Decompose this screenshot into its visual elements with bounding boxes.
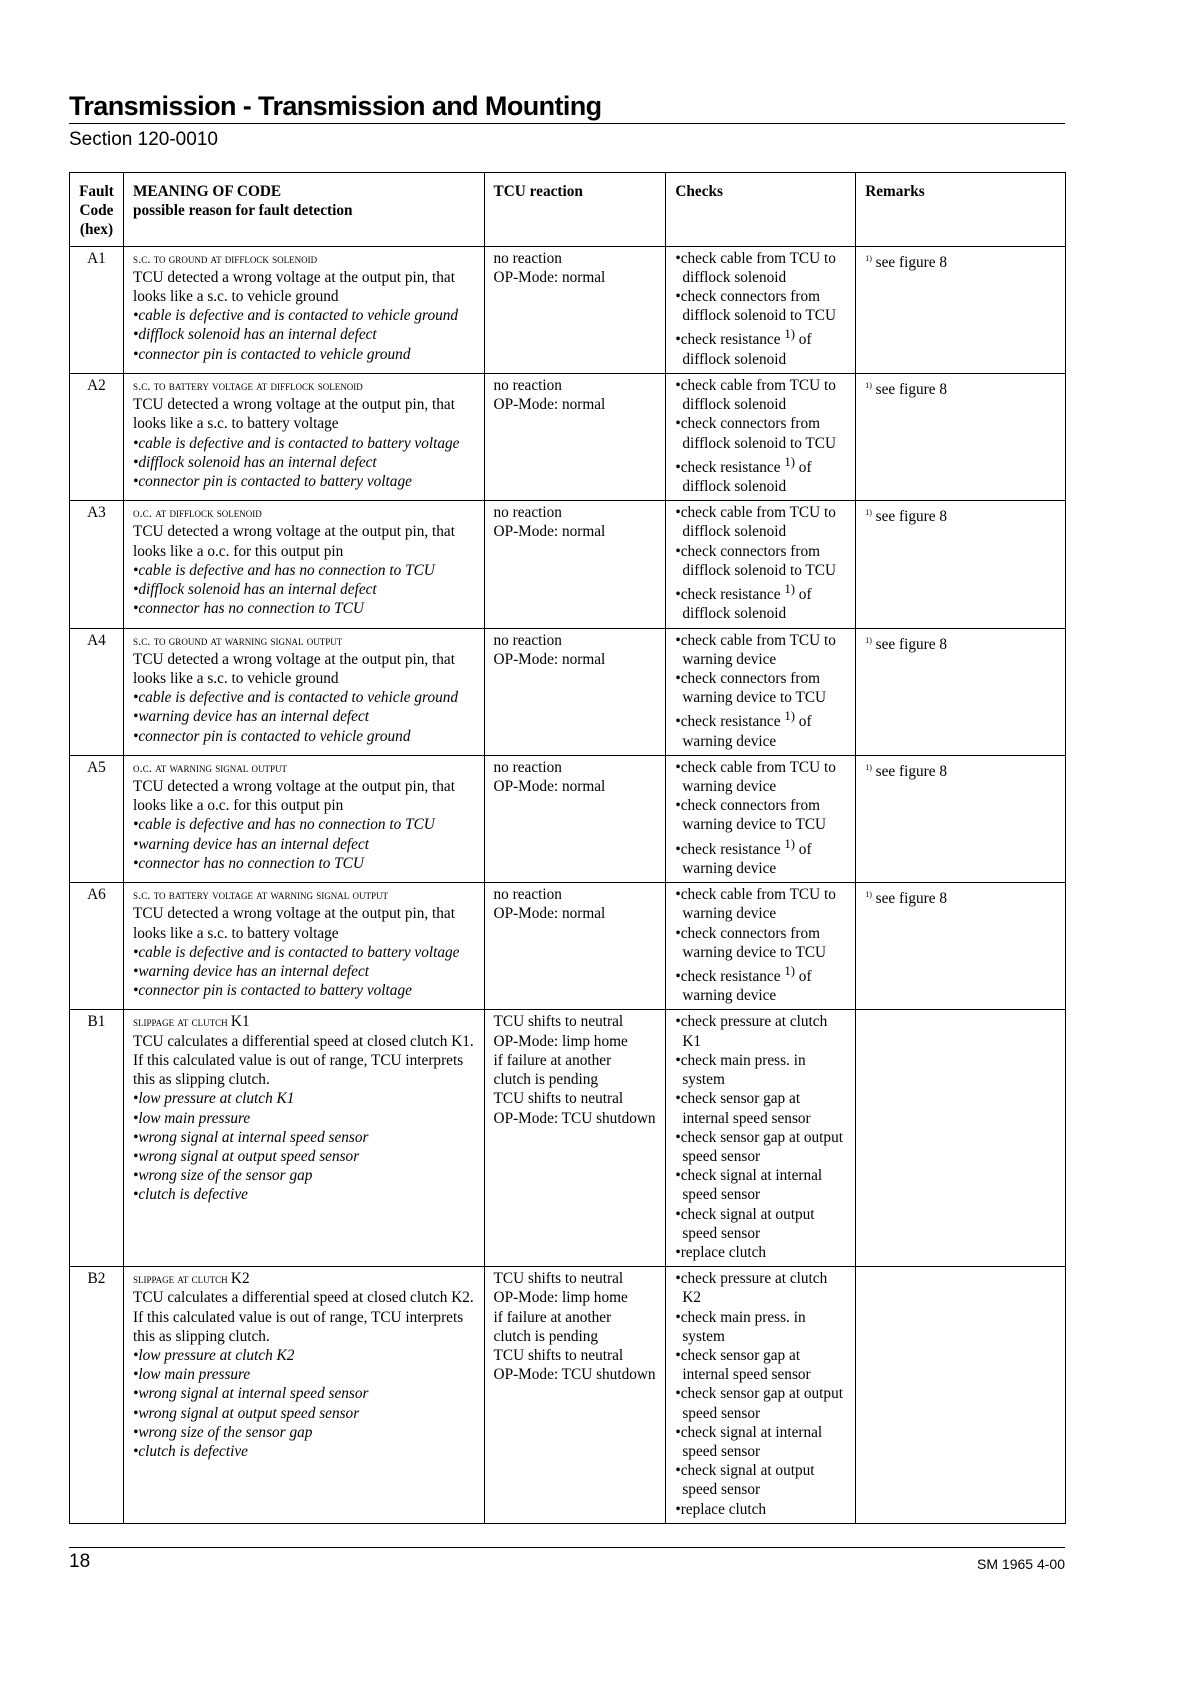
possible-reason: •cable is defective and is contacted to battery voltage	[132, 943, 460, 961]
fault-title-text: s.c. to ground at warning signal output	[132, 632, 343, 648]
possible-reason: •connector pin is contacted to vehicle ground	[132, 727, 411, 745]
possible-reason: •clutch is defective	[132, 1186, 248, 1204]
check-text: •check cable from TCU to warning device	[675, 886, 836, 923]
check-item	[675, 1423, 849, 1461]
check-item	[675, 885, 849, 923]
fault-code-cell: B1	[70, 1010, 124, 1267]
check-item	[675, 1384, 849, 1422]
table-row	[70, 501, 1066, 628]
footnote-marker: 1)	[784, 327, 795, 342]
check-item	[675, 414, 849, 452]
reaction-line: no reaction	[493, 631, 562, 649]
possible-reason: •connector pin is contacted to battery voltage	[132, 472, 412, 490]
check-text: •check signal at internal speed sensor	[675, 1167, 823, 1204]
remark-text: see figure 8	[871, 890, 948, 908]
check-item	[675, 962, 849, 1006]
reaction-line: OP-Mode: limp home	[493, 1289, 628, 1307]
fault-title-text: s.c. to battery voltage at warning signal output	[132, 887, 389, 903]
reaction-line: no reaction	[493, 376, 562, 394]
possible-reason: •connector has no connection to TCU	[132, 600, 364, 618]
checks-cell	[666, 373, 856, 500]
possible-reason: •cable is defective and is contacted to vehicle ground	[132, 307, 459, 325]
check-item	[675, 924, 849, 962]
fault-title-clutch: K1	[230, 1013, 250, 1031]
check-item	[675, 1308, 849, 1346]
fault-description-line: looks like a s.c. to battery voltage	[132, 924, 339, 942]
fault-description-line: looks like a s.c. to vehicle ground	[132, 669, 339, 687]
check-item	[675, 796, 849, 834]
tcu-reaction-cell	[484, 628, 666, 755]
reaction-line: OP-Mode: normal	[493, 523, 606, 541]
document-id: SM 1965 4-00	[977, 1556, 1065, 1572]
reaction-line: OP-Mode: normal	[493, 905, 606, 923]
remark-text: see figure 8	[871, 635, 948, 653]
fault-description-line: TCU detected a wrong voltage at the output pin, that	[132, 778, 455, 796]
footnote-marker: 1)	[784, 582, 795, 597]
check-text: •check sensor gap at output speed sensor	[675, 1385, 843, 1422]
reaction-line: OP-Mode: normal	[493, 778, 606, 796]
fault-description-line: TCU detected a wrong voltage at the output pin, that	[132, 523, 455, 541]
check-item	[675, 631, 849, 669]
check-item	[675, 707, 849, 751]
checks-cell	[666, 883, 856, 1010]
possible-reason: •low pressure at clutch K1	[132, 1090, 295, 1108]
fault-code-cell: A4	[70, 628, 124, 755]
fault-title	[133, 1012, 478, 1031]
fault-description-line: If this calculated value is out of range, TCU interprets	[132, 1308, 464, 1326]
fault-title-text: slippage at clutch	[132, 1014, 231, 1030]
page-footer	[69, 1547, 1065, 1572]
fault-description-line: this as slipping clutch.	[132, 1327, 270, 1345]
check-text: •check main press. in system	[675, 1051, 806, 1089]
reaction-line: if failure at another	[493, 1051, 612, 1069]
possible-reason: •cable is defective and has no connection to TCU	[132, 816, 435, 834]
check-text: •check connectors from warning device to TCU	[675, 669, 827, 707]
check-text-tail: of warning device	[682, 840, 812, 877]
footnote-marker: 1)	[784, 454, 795, 469]
check-text: •check connectors from difflock solenoid to TCU	[675, 415, 837, 452]
remarks-cell	[856, 755, 1066, 882]
possible-reason: •low main pressure	[132, 1366, 251, 1384]
reaction-line: if failure at another	[493, 1308, 612, 1326]
check-text: •check sensor gap at internal speed sensor	[675, 1090, 811, 1127]
fault-title	[133, 249, 478, 268]
fault-description-line: TCU calculates a differential speed at closed clutch K1.	[132, 1032, 474, 1050]
check-item	[675, 1089, 849, 1127]
col-header-fault-code: Fault Code (hex)	[70, 173, 124, 247]
fault-code-cell: A1	[70, 246, 124, 373]
remarks-cell	[856, 883, 1066, 1010]
footnote-marker: 1)	[784, 836, 795, 851]
reaction-line: clutch is pending	[493, 1071, 599, 1089]
table-row	[70, 1267, 1066, 1524]
table-row	[70, 755, 1066, 882]
remark-text: see figure 8	[871, 508, 948, 526]
reaction-line: TCU shifts to neutral	[493, 1346, 624, 1364]
fault-description-line: looks like a o.c. for this output pin	[132, 797, 344, 815]
fault-title	[133, 758, 478, 777]
fault-title	[133, 503, 478, 522]
fault-title	[133, 1269, 478, 1288]
check-text: •check pressure at clutch K1	[675, 1013, 828, 1050]
check-item	[675, 1166, 849, 1204]
fault-title	[133, 376, 478, 395]
possible-reason: •warning device has an internal defect	[132, 835, 370, 853]
fault-description-line: this as slipping clutch.	[132, 1071, 270, 1089]
check-text: •check sensor gap at internal speed sensor	[675, 1346, 811, 1384]
check-text: •check signal at output speed sensor	[675, 1462, 815, 1499]
fault-description-line: looks like a s.c. to battery voltage	[132, 415, 339, 433]
check-item	[675, 1051, 849, 1089]
fault-description-line: TCU detected a wrong voltage at the output pin, that	[132, 905, 455, 923]
reaction-line: clutch is pending	[493, 1327, 599, 1345]
check-text: •check connectors from difflock solenoid to TCU	[675, 288, 837, 325]
possible-reason: •wrong size of the sensor gap	[132, 1167, 313, 1185]
tcu-reaction-cell	[484, 1267, 666, 1524]
possible-reason: •connector pin is contacted to battery voltage	[132, 982, 412, 1000]
check-text: •check cable from TCU to difflock solenoid	[675, 249, 836, 286]
check-text: •check cable from TCU to difflock solenoid	[675, 376, 836, 414]
fault-title	[133, 631, 478, 650]
possible-reason: •warning device has an internal defect	[132, 708, 370, 726]
remarks-cell	[856, 501, 1066, 628]
fault-title-text: o.c. at warning signal output	[132, 759, 287, 775]
reaction-line: no reaction	[493, 249, 562, 267]
footnote-marker: 1)	[865, 635, 872, 645]
fault-title-text: slippage at clutch	[132, 1271, 231, 1287]
reaction-line: OP-Mode: normal	[493, 396, 606, 414]
tcu-reaction-cell	[484, 373, 666, 500]
meaning-cell	[123, 373, 484, 500]
check-item	[675, 325, 849, 369]
check-text: •check cable from TCU to warning device	[675, 758, 836, 796]
check-item	[675, 835, 849, 879]
fault-code-cell: A6	[70, 883, 124, 1010]
check-text: •check signal at output speed sensor	[675, 1205, 815, 1242]
check-text: •check connectors from difflock solenoid to TCU	[675, 542, 837, 579]
reaction-line: OP-Mode: normal	[493, 650, 606, 668]
meaning-cell	[123, 246, 484, 373]
remarks-cell	[856, 1267, 1066, 1524]
possible-reason: •low main pressure	[132, 1109, 251, 1127]
check-item	[675, 542, 849, 580]
table-header-row	[70, 173, 1066, 247]
check-text: •check cable from TCU to warning device	[675, 631, 836, 668]
fault-title-clutch: K2	[230, 1270, 250, 1288]
fault-description-line: TCU calculates a differential speed at closed clutch K2.	[132, 1289, 474, 1307]
possible-reason: •cable is defective and is contacted to vehicle ground	[132, 689, 459, 707]
possible-reason: •low pressure at clutch K2	[132, 1346, 295, 1364]
reaction-line: OP-Mode: limp home	[493, 1032, 628, 1050]
check-text-tail: of warning device	[682, 968, 812, 1005]
possible-reason: •clutch is defective	[132, 1442, 248, 1460]
reaction-line: OP-Mode: TCU shutdown	[493, 1366, 656, 1384]
check-item	[675, 1205, 849, 1243]
fault-code-cell: A5	[70, 755, 124, 882]
possible-reason: •wrong signal at output speed sensor	[132, 1147, 360, 1165]
remark-text: see figure 8	[871, 253, 948, 271]
col-header-tcu-reaction: TCU reaction	[484, 173, 666, 247]
check-text: •check cable from TCU to difflock solenoid	[675, 504, 836, 541]
checks-cell	[666, 1267, 856, 1524]
reaction-line: OP-Mode: normal	[493, 268, 606, 286]
check-item	[675, 1269, 849, 1307]
check-item	[675, 1500, 849, 1519]
check-item	[675, 1461, 849, 1499]
check-text: •check resistance	[675, 586, 785, 604]
check-item	[675, 1012, 849, 1050]
possible-reason: •cable is defective and is contacted to battery voltage	[132, 434, 460, 452]
check-text: •check main press. in system	[675, 1308, 806, 1345]
reaction-line: TCU shifts to neutral	[493, 1013, 624, 1031]
col-header-remarks: Remarks	[856, 173, 1066, 247]
checks-cell	[666, 246, 856, 373]
fault-description-line: If this calculated value is out of range, TCU interprets	[132, 1051, 464, 1069]
remarks-cell	[856, 1010, 1066, 1267]
table-row	[70, 883, 1066, 1010]
table-row	[70, 246, 1066, 373]
check-text: •check resistance	[675, 713, 785, 731]
remarks-cell	[856, 628, 1066, 755]
check-text: •check resistance	[675, 458, 785, 476]
reaction-line: no reaction	[493, 886, 562, 904]
remark-text: see figure 8	[871, 762, 948, 780]
table-row	[70, 373, 1066, 500]
check-text: •check pressure at clutch K2	[675, 1270, 828, 1307]
fault-rows	[70, 246, 1066, 1523]
possible-reason: •connector has no connection to TCU	[132, 854, 364, 872]
possible-reason: •difflock solenoid has an internal defect	[132, 326, 377, 344]
footnote-marker: 1)	[865, 253, 872, 263]
footnote-marker: 1)	[784, 963, 795, 978]
check-item	[675, 1128, 849, 1166]
checks-cell	[666, 501, 856, 628]
possible-reason: •wrong signal at internal speed sensor	[132, 1385, 369, 1403]
tcu-reaction-cell	[484, 501, 666, 628]
check-text: •check sensor gap at output speed sensor	[675, 1128, 843, 1165]
check-text: •check resistance	[675, 331, 785, 349]
checks-cell	[666, 1010, 856, 1267]
check-item	[675, 503, 849, 541]
check-text-tail: of difflock solenoid	[682, 586, 812, 623]
check-text-tail: of difflock solenoid	[682, 331, 812, 368]
meaning-cell	[123, 883, 484, 1010]
fault-description-line: TCU detected a wrong voltage at the output pin, that	[132, 268, 455, 286]
section-number: Section 120-0010	[69, 129, 218, 150]
remark-text: see figure 8	[871, 380, 948, 398]
page-number: 18	[69, 1551, 91, 1572]
fault-code-cell: A2	[70, 373, 124, 500]
check-item	[675, 758, 849, 796]
checks-cell	[666, 628, 856, 755]
meaning-cell	[123, 755, 484, 882]
reaction-line: OP-Mode: TCU shutdown	[493, 1109, 656, 1127]
possible-reason: •warning device has an internal defect	[132, 962, 370, 980]
remarks-cell	[856, 246, 1066, 373]
meaning-cell	[123, 1267, 484, 1524]
check-text: •check connectors from warning device to TCU	[675, 797, 827, 834]
tcu-reaction-cell	[484, 246, 666, 373]
check-item	[675, 249, 849, 287]
fault-title	[133, 885, 478, 904]
meaning-cell	[123, 628, 484, 755]
check-text: •check signal at internal speed sensor	[675, 1423, 823, 1460]
check-text: •replace clutch	[675, 1500, 767, 1518]
tcu-reaction-cell	[484, 1010, 666, 1267]
fault-code-cell: A3	[70, 501, 124, 628]
check-item	[675, 1346, 849, 1384]
col-header-checks: Checks	[666, 173, 856, 247]
check-text-tail: of warning device	[682, 713, 812, 750]
table-row	[70, 1010, 1066, 1267]
fault-code-table	[69, 172, 1066, 1524]
possible-reason: •difflock solenoid has an internal defect	[132, 453, 377, 471]
check-item	[675, 1243, 849, 1262]
footnote-marker: 1)	[865, 762, 872, 772]
check-text: •check connectors from warning device to TCU	[675, 924, 827, 961]
table-row	[70, 628, 1066, 755]
possible-reason: •difflock solenoid has an internal defect	[132, 581, 377, 599]
reaction-line: no reaction	[493, 758, 562, 776]
check-item	[675, 669, 849, 707]
check-text: •check resistance	[675, 968, 785, 986]
fault-description-line: looks like a o.c. for this output pin	[132, 542, 344, 560]
fault-title-text: s.c. to ground at difflock solenoid	[132, 250, 318, 266]
possible-reason: •connector pin is contacted to vehicle ground	[132, 345, 411, 363]
remarks-cell	[856, 373, 1066, 500]
checks-cell	[666, 755, 856, 882]
page-header	[69, 90, 1065, 151]
possible-reason: •cable is defective and has no connection to TCU	[132, 561, 435, 579]
tcu-reaction-cell	[484, 883, 666, 1010]
tcu-reaction-cell	[484, 755, 666, 882]
col-header-meaning: MEANING OF CODE possible reason for fault detection	[123, 173, 484, 247]
check-item	[675, 287, 849, 325]
possible-reason: •wrong signal at output speed sensor	[132, 1404, 360, 1422]
footnote-marker: 1)	[784, 709, 795, 724]
fault-title-text: s.c. to battery voltage at difflock solenoid	[132, 377, 363, 393]
footnote-marker: 1)	[865, 890, 872, 900]
check-text-tail: of difflock solenoid	[682, 458, 812, 496]
fault-description-line: looks like a s.c. to vehicle ground	[132, 288, 339, 306]
possible-reason: •wrong size of the sensor gap	[132, 1423, 313, 1441]
meaning-cell	[123, 501, 484, 628]
check-text: •check resistance	[675, 840, 785, 858]
reaction-line: TCU shifts to neutral	[493, 1270, 624, 1288]
fault-description-line: TCU detected a wrong voltage at the output pin, that	[132, 650, 455, 668]
fault-description-line: TCU detected a wrong voltage at the output pin, that	[132, 396, 455, 414]
reaction-line: TCU shifts to neutral	[493, 1090, 624, 1108]
check-item	[675, 376, 849, 414]
page-title: Transmission - Transmission and Mounting	[69, 90, 1065, 124]
check-item	[675, 453, 849, 497]
fault-code-cell: B2	[70, 1267, 124, 1524]
possible-reason: •wrong signal at internal speed sensor	[132, 1128, 369, 1146]
reaction-line: no reaction	[493, 504, 562, 522]
footnote-marker: 1)	[865, 380, 872, 390]
check-text: •replace clutch	[675, 1243, 767, 1261]
footnote-marker: 1)	[865, 508, 872, 518]
check-item	[675, 580, 849, 624]
meaning-cell	[123, 1010, 484, 1267]
fault-title-text: o.c. at difflock solenoid	[132, 505, 262, 521]
